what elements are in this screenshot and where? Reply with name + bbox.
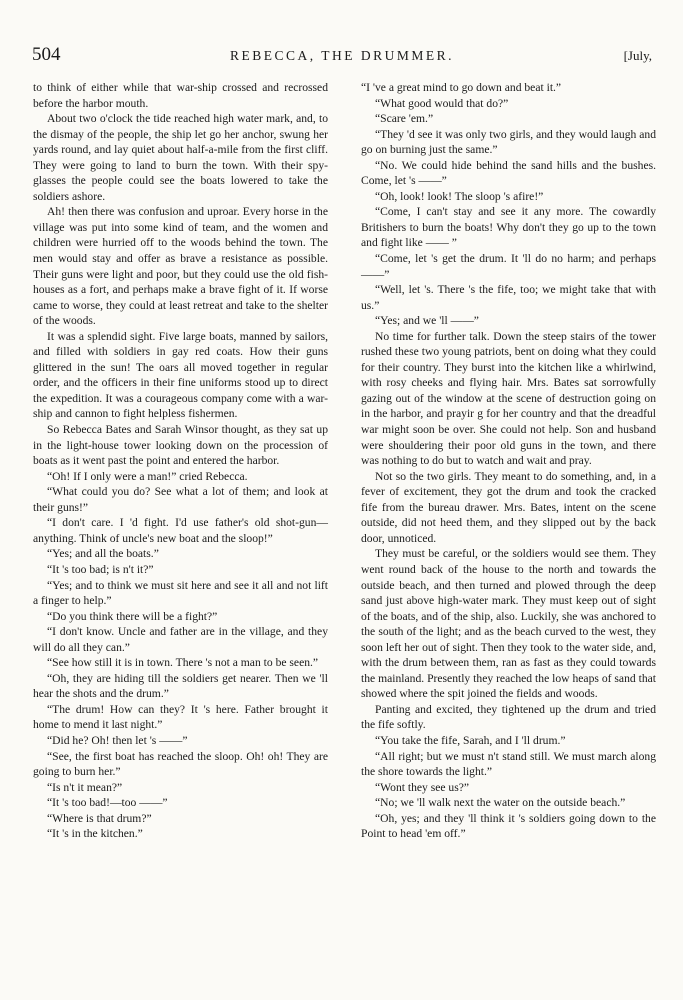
paragraph: “Wont they see us?” xyxy=(375,780,470,794)
paragraph: “They 'd see it was only two girls, and they would laugh and go on burning just the same.” xyxy=(361,127,656,157)
paragraph: “Well, let 's. There 's the fife, too; we might take that with us.” xyxy=(361,283,656,312)
paragraph: “No. We could hide behind the sand hills and the bushes. Come, let 's ——” xyxy=(361,158,656,188)
paragraph: “Come, let 's get the drum. It 'll do no harm; and perhaps ——” xyxy=(361,252,656,281)
running-month: [July, xyxy=(623,48,652,63)
paragraph: “Oh! If I only were a man!” cried Rebecca. xyxy=(47,469,248,483)
paragraph: “No; we 'll walk next the water on the outside beach.” xyxy=(375,796,626,810)
paragraph: “Yes; and to think we must sit here and see it all and not lift a finger to help.” xyxy=(33,578,328,608)
paragraph: They must be careful, or the soldiers would see them. They went round back of the house to the north and towards the outside beach, and then turned and plowed through the deep sand just above high-water mark. They must keep out of sight of the boats, and of the ship, also. Luckily, she was anchored to the south of the light; and as the beach curved to the west, they soon left her out of sight. Then they took to the water side, and, with the drum between them, ran as fast as they could towards the mainland. Presently they reached the low heaps of sand that showed where the spit joined the fields and woods. xyxy=(361,547,656,701)
paragraph: “It 's too bad!—too ——” xyxy=(47,796,168,810)
paragraph: “Where is that drum?” xyxy=(47,811,152,825)
running-head xyxy=(32,44,652,68)
paragraph: “Did he? Oh! then let 's ——” xyxy=(47,733,188,747)
paragraph: “What good would that do?” xyxy=(375,96,509,110)
paragraph: to think of either while that war-ship crossed and recrossed before the harbor mouth. xyxy=(33,81,328,110)
paragraph: “I don't care. I 'd fight. I'd use father's old shot-gun—anything. Think of uncle's new boat and the sloop!” xyxy=(33,516,328,545)
paragraph: “Oh, they are hiding till the soldiers get nearer. Then we 'll hear the shots and the drum.” xyxy=(33,671,328,701)
paragraph: “The drum! How can they? It 's here. Father brought it home to mend it last night.” xyxy=(33,702,328,732)
running-title: REBECCA, THE DRUMMER. xyxy=(229,48,455,63)
paragraph: “Come, I can't stay and see it any more. The cowardly Britishers to burn the boats! Why don't they go up to the town and fight like —— ” xyxy=(361,205,656,250)
paragraph: “Yes; and all the boats.” xyxy=(47,547,159,561)
paragraph: Not so the two girls. They meant to do something, and, in a fever of excitement, they got the drum and took the cracked fife from the bureau drawer. Mrs. Bates, intent on the scene outside, did not heed them, and they slipped out by the back door, unnoticed. xyxy=(361,469,656,545)
paragraph: “You take the fife, Sarah, and I 'll drum.” xyxy=(375,733,566,747)
paragraph: “Is n't it mean?” xyxy=(47,780,123,794)
paragraph: So Rebecca Bates and Sarah Winsor thought, as they sat up in the light-house tower looking down on the procession of boats as it went past the point and entered the harbor. xyxy=(33,423,328,468)
paragraph: “Oh, yes; and they 'll think it 's soldiers going down to the Point to head 'em off.” xyxy=(361,811,656,841)
paragraph: Panting and excited, they tightened up the drum and tried the fife softly. xyxy=(361,702,656,732)
paragraph: “What could you do? See what a lot of them; and look at their guns!” xyxy=(33,485,328,514)
paragraph: No time for further talk. Down the steep stairs of the tower rushed these two young patriots, bent on doing what they could for their country. They burst into the kitchen like a whirlwind, with rosy cheeks and flying hair. Mrs. Bates sat sorrowfully gazing out of the window at the scene of destruction going on in the harbor, and prayir g for her country and that the dreadful war might soon be over. She could not help. Son and husband were shouldering their poor old guns in the town, and there was nothing to do but to watch and wait and pray. xyxy=(361,329,656,468)
paragraph: “All right; but we must n't stand still. We must march along the shore towards the light.” xyxy=(361,749,656,779)
paragraph: “Yes; and we 'll ——” xyxy=(375,314,479,328)
paragraph: “I don't know. Uncle and father are in the village, and they will do all they can.” xyxy=(33,625,328,654)
page-number: 504 xyxy=(32,44,61,65)
paragraph: Ah! then there was confusion and uproar. Every horse in the village was put into some kind of team, and the women and children were hurried off to the woods behind the town. The men would stay and offer as brave a resistance as possible. Their guns were light and poor, but they could use the old fish-houses as a fort, and perhaps make a brave fight of it. If worse came to worse, they could at least retreat and take to the shelter of the woods. xyxy=(33,205,328,328)
text-column-left xyxy=(33,80,328,842)
paragraph: “Oh, look! look! The sloop 's afire!” xyxy=(375,189,544,203)
paragraph: About two o'clock the tide reached high water mark, and, to the dismay of the people, the ship let go her anchor, swung her yards round, and lay quiet about half-a-mile from the first cliff. They were going to land to burn the town. With their spy-glasses the people could see the boats lowered to take the soldiers ashore. xyxy=(33,112,328,203)
paragraph: “See, the first boat has reached the sloop. Oh! oh! They are going to burn her.” xyxy=(33,749,328,779)
paragraph: “I 've a great mind to go down and beat it.” xyxy=(361,81,562,94)
paragraph: “It 's too bad; is n't it?” xyxy=(47,562,154,576)
paragraph: “See how still it is in town. There 's not a man to be seen.” xyxy=(47,656,319,670)
paragraph: It was a splendid sight. Five large boats, manned by sailors, and filled with soldiers in gay red coats. How their guns glittered in the sun! The oars all moved together in regular order, and the officers in their fine uniforms stood up to direct the expedition. It was a courageous company come with a war-ship and cannon to fight helpless fishermen. xyxy=(33,329,328,421)
paragraph: “It 's in the kitchen.” xyxy=(47,827,143,841)
paragraph: “Do you think there will be a fight?” xyxy=(47,609,218,623)
text-column-right xyxy=(361,80,656,842)
paragraph: “Scare 'em.” xyxy=(375,112,434,126)
